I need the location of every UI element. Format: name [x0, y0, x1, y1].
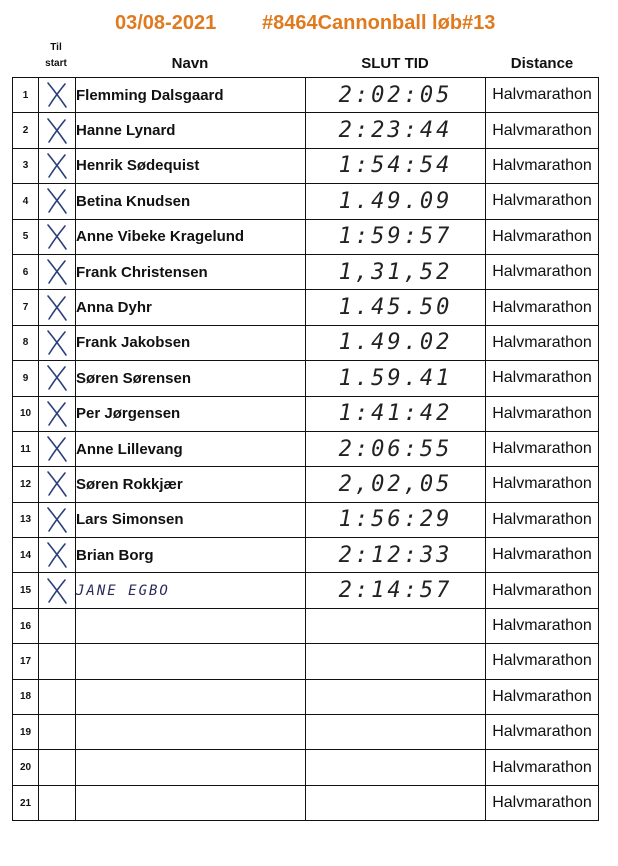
start-checkbox-cell[interactable] [39, 254, 76, 289]
start-checkbox-cell[interactable] [39, 502, 76, 537]
runner-name: JANE EGBO [76, 573, 306, 608]
table-row [13, 148, 599, 183]
finish-time: 1.59.41 [306, 361, 486, 396]
table-row [13, 502, 599, 537]
event-name: #8464Cannonball løb#13 [262, 12, 496, 34]
finish-time: 2:23:44 [306, 113, 486, 148]
check-x-icon [45, 257, 69, 287]
row-number: 6 [13, 254, 39, 289]
start-checkbox-cell[interactable] [39, 750, 76, 785]
start-checkbox-cell[interactable] [39, 785, 76, 820]
finish-time: 1:59:57 [306, 219, 486, 254]
runner-name [76, 608, 306, 643]
row-number: 14 [13, 538, 39, 573]
table-row [13, 785, 599, 820]
check-x-icon [45, 434, 69, 464]
runner-name: Brian Borg [76, 538, 306, 573]
row-number: 18 [13, 679, 39, 714]
runner-name [76, 750, 306, 785]
table-row [13, 538, 599, 573]
finish-time [306, 679, 486, 714]
runner-name: Betina Knudsen [76, 184, 306, 219]
table-row [13, 608, 599, 643]
distance: Halvmarathon [486, 644, 599, 679]
distance: Halvmarathon [486, 78, 599, 113]
table-row [13, 184, 599, 219]
column-header-time: SLUT TID [361, 55, 429, 72]
runner-name [76, 715, 306, 750]
start-checkbox-cell[interactable] [39, 679, 76, 714]
column-header-start-line2: start [45, 58, 67, 69]
table-row [13, 219, 599, 254]
runner-name: Per Jørgensen [76, 396, 306, 431]
finish-time: 1:54:54 [306, 148, 486, 183]
distance: Halvmarathon [486, 290, 599, 325]
runner-name: Anne Lillevang [76, 431, 306, 466]
distance: Halvmarathon [486, 113, 599, 148]
check-x-icon [45, 80, 69, 110]
column-header-start-line1: Til [50, 42, 62, 53]
distance: Halvmarathon [486, 325, 599, 360]
distance: Halvmarathon [486, 538, 599, 573]
finish-time: 1:41:42 [306, 396, 486, 431]
table-row [13, 750, 599, 785]
row-number: 15 [13, 573, 39, 608]
runner-name: Frank Christensen [76, 254, 306, 289]
row-number: 2 [13, 113, 39, 148]
column-header-distance: Distance [510, 55, 574, 72]
start-checkbox-cell[interactable] [39, 325, 76, 360]
table-row [13, 467, 599, 502]
distance: Halvmarathon [486, 184, 599, 219]
runner-name [76, 785, 306, 820]
finish-time: 1.45.50 [306, 290, 486, 325]
runner-name: Søren Rokkjær [76, 467, 306, 502]
column-header-start [38, 40, 74, 72]
runner-name: Flemming Dalsgaard [76, 78, 306, 113]
distance: Halvmarathon [486, 361, 599, 396]
runner-name: Søren Sørensen [76, 361, 306, 396]
start-checkbox-cell[interactable] [39, 715, 76, 750]
finish-time [306, 715, 486, 750]
table-row [13, 431, 599, 466]
table-row [13, 679, 599, 714]
start-checkbox-cell[interactable] [39, 290, 76, 325]
runner-name [76, 644, 306, 679]
results-table [12, 77, 599, 821]
distance: Halvmarathon [486, 750, 599, 785]
start-checkbox-cell[interactable] [39, 219, 76, 254]
runner-name: Lars Simonsen [76, 502, 306, 537]
start-checkbox-cell[interactable] [39, 78, 76, 113]
runner-name: Frank Jakobsen [76, 325, 306, 360]
finish-time: 1.49.09 [306, 184, 486, 219]
distance: Halvmarathon [486, 785, 599, 820]
runner-name [76, 679, 306, 714]
check-x-icon [45, 222, 69, 252]
finish-time: 2:14:57 [306, 573, 486, 608]
runner-name: Anna Dyhr [76, 290, 306, 325]
table-row [13, 644, 599, 679]
finish-time: 1,31,52 [306, 254, 486, 289]
distance: Halvmarathon [486, 431, 599, 466]
event-date: 03/08-2021 [115, 12, 217, 34]
check-x-icon [45, 399, 69, 429]
row-number: 20 [13, 750, 39, 785]
distance: Halvmarathon [486, 467, 599, 502]
distance: Halvmarathon [486, 396, 599, 431]
finish-time: 2:12:33 [306, 538, 486, 573]
row-number: 5 [13, 219, 39, 254]
start-checkbox-cell[interactable] [39, 361, 76, 396]
table-row [13, 78, 599, 113]
row-number: 1 [13, 78, 39, 113]
start-checkbox-cell[interactable] [39, 467, 76, 502]
finish-time: 2:06:55 [306, 431, 486, 466]
table-row [13, 361, 599, 396]
sheet-title [0, 12, 618, 40]
check-x-icon [45, 505, 69, 535]
row-number: 10 [13, 396, 39, 431]
distance: Halvmarathon [486, 715, 599, 750]
start-checkbox-cell[interactable] [39, 396, 76, 431]
row-number: 13 [13, 502, 39, 537]
check-x-icon [45, 540, 69, 570]
distance: Halvmarathon [486, 573, 599, 608]
finish-time [306, 750, 486, 785]
finish-time [306, 608, 486, 643]
row-number: 8 [13, 325, 39, 360]
row-number: 9 [13, 361, 39, 396]
start-checkbox-cell[interactable] [39, 644, 76, 679]
check-x-icon [45, 116, 69, 146]
runner-name: Anne Vibeke Kragelund [76, 219, 306, 254]
finish-time [306, 785, 486, 820]
table-row [13, 254, 599, 289]
start-checkbox-cell[interactable] [39, 113, 76, 148]
check-x-icon [45, 328, 69, 358]
start-checkbox-cell[interactable] [39, 431, 76, 466]
distance: Halvmarathon [486, 679, 599, 714]
check-x-icon [45, 576, 69, 606]
distance: Halvmarathon [486, 219, 599, 254]
row-number: 11 [13, 431, 39, 466]
start-checkbox-cell[interactable] [39, 538, 76, 573]
row-number: 4 [13, 184, 39, 219]
check-x-icon [45, 469, 69, 499]
row-number: 16 [13, 608, 39, 643]
check-x-icon [45, 293, 69, 323]
finish-time: 2:02:05 [306, 78, 486, 113]
start-checkbox-cell[interactable] [39, 608, 76, 643]
check-x-icon [45, 151, 69, 181]
check-x-icon [45, 363, 69, 393]
finish-time: 1:56:29 [306, 502, 486, 537]
table-row [13, 396, 599, 431]
distance: Halvmarathon [486, 148, 599, 183]
finish-time: 2,02,05 [306, 467, 486, 502]
runner-name: Hanne Lynard [76, 113, 306, 148]
start-checkbox-cell[interactable] [39, 148, 76, 183]
finish-time [306, 644, 486, 679]
row-number: 17 [13, 644, 39, 679]
distance: Halvmarathon [486, 608, 599, 643]
table-row [13, 573, 599, 608]
start-checkbox-cell[interactable] [39, 573, 76, 608]
table-row [13, 325, 599, 360]
row-number: 7 [13, 290, 39, 325]
table-row [13, 715, 599, 750]
finish-time: 1.49.02 [306, 325, 486, 360]
row-number: 21 [13, 785, 39, 820]
check-x-icon [45, 186, 69, 216]
table-row [13, 290, 599, 325]
row-number: 12 [13, 467, 39, 502]
column-header-name: Navn [171, 55, 209, 72]
table-row [13, 113, 599, 148]
row-number: 19 [13, 715, 39, 750]
runner-name: Henrik Sødequist [76, 148, 306, 183]
distance: Halvmarathon [486, 254, 599, 289]
start-checkbox-cell[interactable] [39, 184, 76, 219]
distance: Halvmarathon [486, 502, 599, 537]
row-number: 3 [13, 148, 39, 183]
